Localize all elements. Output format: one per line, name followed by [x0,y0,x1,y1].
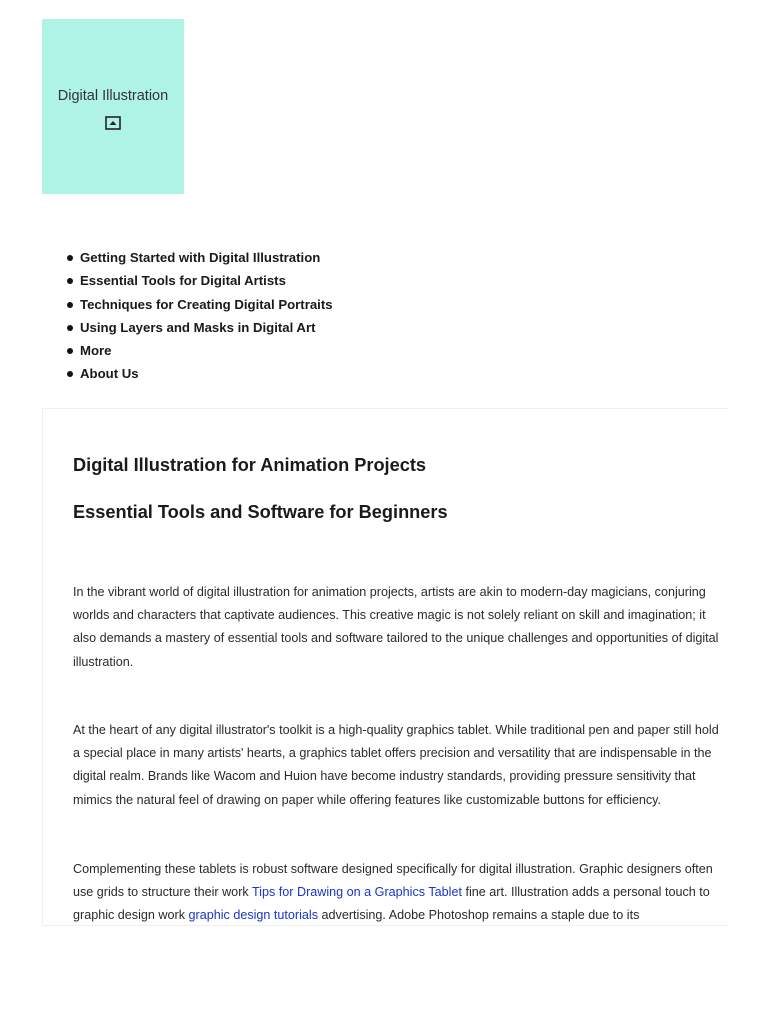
image-placeholder-icon [105,116,121,130]
article-paragraph-2 [73,719,728,812]
article-paragraph-3 [73,858,728,926]
paragraph-line: worlds and characters that captivate audiences. This creative magic is not solely reliant on skill and imagination; it [73,608,706,623]
text-run: fine art. Illustration adds a personal touch to [461,885,710,900]
article-paragraph-1 [73,581,728,674]
text-run: advertising. Adobe Photoshop remains a staple due to its [318,908,640,923]
text-run: use grids to structure their work [73,885,252,900]
paragraph-line: also demands a mastery of essential tools and software tailored to the unique challenges and opportunities of digital [73,631,719,646]
nav-item-more[interactable]: More [62,343,333,366]
text-run: graphic design work [73,908,189,923]
article-title: Digital Illustration for Animation Projects [73,455,427,475]
paragraph-line: In the vibrant world of digital illustration for animation projects, artists are akin to modern-day magicians, conjuring [73,585,706,599]
paragraph-line: a special place in many artists' hearts, a graphics tablet offers precision and versatility that are indispensable in the [73,746,712,761]
link-graphic-design-tutorials[interactable]: graphic design tutorials [188,908,319,923]
nav-item-digital-portraits[interactable]: Techniques for Creating Digital Portraits [62,297,333,320]
nav-item-getting-started[interactable]: Getting Started with Digital Illustration [62,250,333,273]
nav-item-essential-tools[interactable]: Essential Tools for Digital Artists [62,273,333,296]
paragraph-line: At the heart of any digital illustrator's toolkit is a high-quality graphics tablet. While traditional pen and paper still hold [73,723,719,737]
link-tips-drawing-tablet[interactable]: Tips for Drawing on a Graphics Tablet [251,885,462,900]
paragraph-line: illustration. [73,654,134,669]
paragraph-line: digital realm. Brands like Wacom and Huion have become industry standards, providing pressure sensitivity that [73,769,696,784]
paragraph-line [73,904,728,926]
site-logo-text: Digital Illustration [57,87,169,104]
paragraph-line: Complementing these tablets is robust software designed specifically for digital illustration. Graphic designers often [73,862,713,876]
article-subtitle: Essential Tools and Software for Beginners [73,502,448,522]
site-logo[interactable] [42,19,184,194]
paragraph-line [73,881,728,904]
main-navigation [62,250,333,390]
paragraph-line: mimics the natural feel of drawing on paper while offering features like customizable buttons for efficiency. [73,792,662,807]
article-container [42,408,728,926]
nav-item-layers-masks[interactable]: Using Layers and Masks in Digital Art [62,320,333,343]
nav-item-about-us[interactable]: About Us [62,366,333,389]
